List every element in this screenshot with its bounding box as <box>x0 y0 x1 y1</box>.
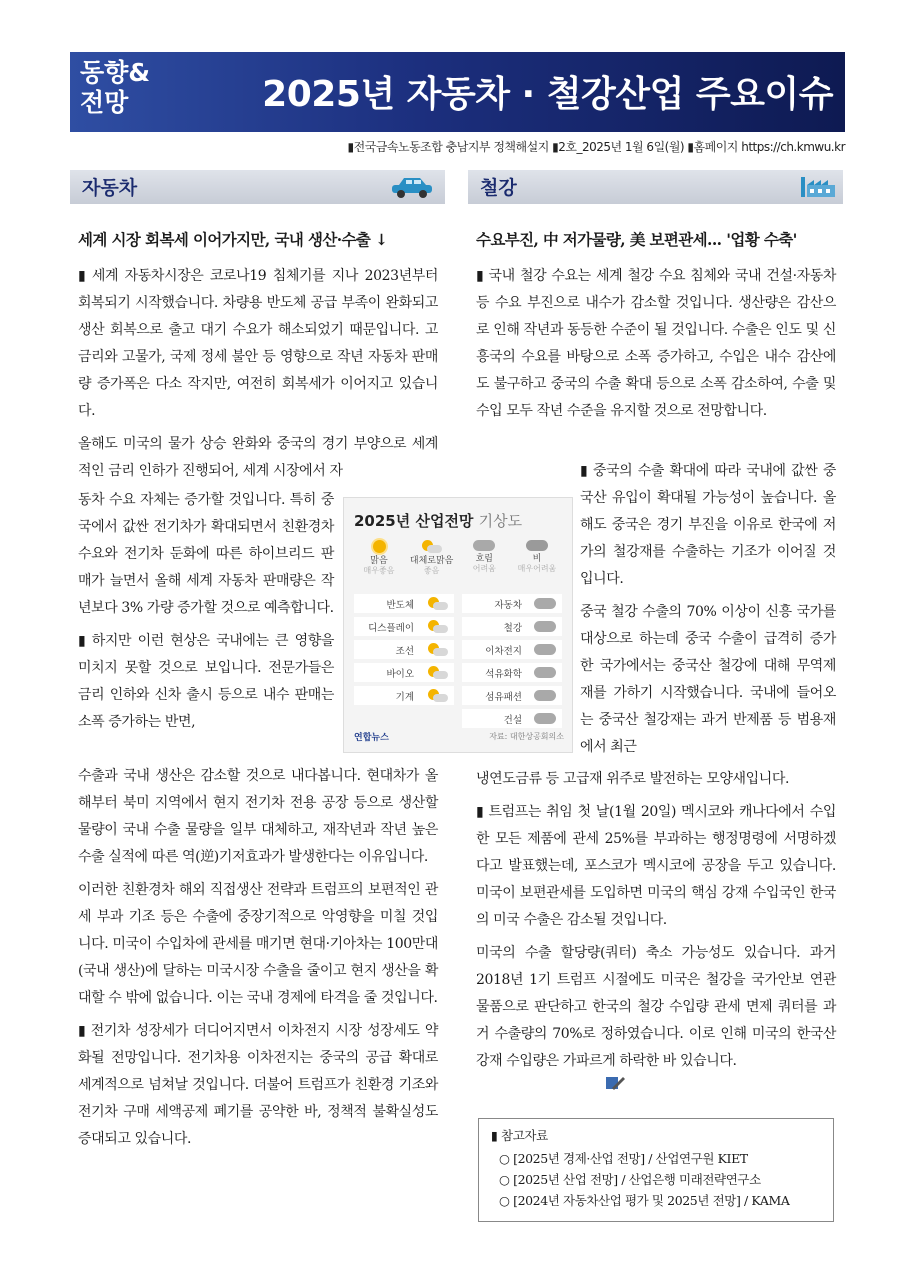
left-column-wrap <box>78 487 334 736</box>
left-column <box>78 226 438 485</box>
infographic-title <box>354 510 522 531</box>
steel-paragraph-2c: 냉연도금류 등 고급재 위주로 발전하는 모양새입니다. <box>476 771 790 787</box>
legend-sub: 어려움 <box>472 564 496 573</box>
steel-paragraph-2a: ▮ 중국의 수출 확대에 따라 국내에 값싼 중국산 유입이 확대될 가능성이 높습니다. 올해도 중국은 경기 부진을 이유로 한국에 저가의 철강재를 수출하는 기조가 이어질 것입니다. <box>580 463 836 587</box>
cloud-icon <box>534 690 556 701</box>
writing-icon <box>604 1074 626 1092</box>
sun-cloud-icon <box>428 689 448 702</box>
industry-name: 디스플레이 <box>368 622 414 634</box>
references-box <box>478 1118 834 1222</box>
section-title-steel: 철강 <box>480 177 517 199</box>
automobile-paragraph-5: ▮ 전기차 성장세가 더디어지면서 이차전지 시장 성장세도 약화될 전망입니다. 전기차용 이차전지는 중국의 공급 확대로 세계적으로 넘쳐날 것입니다. 더불어 트럼프가 친환경 기조와 전기차 구매 세액공제 폐기를 공약한 바, 정책적 불확실성도 증대되고 있습니다. <box>78 1023 438 1147</box>
automobile-paragraph-3a: ▮ 하지만 이런 현상은 국내에는 큰 영향을 미치지 못할 것으로 보입니다. 전문가들은 금리 인하와 신차 출시 등으로 내수 판매는 소폭 증가하는 반면, <box>78 633 334 730</box>
sun-cloud-icon <box>428 643 448 656</box>
legend-label: 대체로맑음 <box>409 556 454 566</box>
industry-name: 철강 <box>503 622 522 634</box>
industry-name: 반도체 <box>386 599 414 611</box>
industry-name: 바이오 <box>386 668 414 680</box>
rain-icon <box>526 540 548 551</box>
right-column <box>476 226 836 431</box>
industry-name: 이차전지 <box>485 645 522 657</box>
right-column-wrap <box>580 458 836 761</box>
sun-cloud-icon <box>428 620 448 633</box>
yonhap-logo: 연합뉴스 <box>354 733 389 743</box>
reference-item: ○ [2024년 자동차산업 평가 및 2025년 전망] / KAMA <box>499 1190 821 1211</box>
right-column-lower <box>476 766 836 1081</box>
steel-paragraph-3: ▮ 트럼프는 취임 첫 날(1월 20일) 멕시코와 캐나다에서 수입한 모든 제품에 관세 25%를 부과하는 행정명령에 서명하겠다고 발표했는데, 포스코가 멕시코에 공장을 두고 있습니다. 미국이 보편관세를 도입하면 미국의 핵심 강재 수입국인 한국의 미국 수출은 감소될 것입니다. <box>476 804 836 928</box>
industry-forecast-infographic <box>343 497 573 753</box>
cloud-icon <box>534 598 556 609</box>
legend-sub: 매우어려움 <box>517 564 557 573</box>
legend-label: 비 <box>532 554 542 564</box>
automobile-paragraph-3b: 수출과 국내 생산은 감소할 것으로 내다봅니다. 현대차가 올해부터 북미 지역에서 현지 전기차 전용 공장 등으로 생산할 물량이 국내 수출 물량을 일부 대체하고, 재작년과 작년 높은 수출 실적에 따른 역(逆)기저효과가 발생한다는 이유입니다. <box>78 768 438 865</box>
factory-icon <box>799 175 837 199</box>
automobile-headline: 세계 시장 회복세 이어가지만, 국내 생산·수출 ↓ <box>78 230 388 249</box>
industry-name: 섬유패션 <box>485 691 522 703</box>
industry-name: 건설 <box>503 714 522 726</box>
car-icon <box>389 175 435 199</box>
references-list <box>491 1148 821 1211</box>
cloud-icon <box>473 540 495 551</box>
weather-legend <box>354 540 562 582</box>
references-heading: ▮ 참고자료 <box>491 1128 548 1143</box>
cloud-icon <box>534 644 556 655</box>
header-tag: 동향&전망 <box>80 58 151 117</box>
infographic-source: 자료: 대한상공회의소 <box>489 732 564 741</box>
automobile-paragraph-2b: 동차 수요 자체는 증가할 것입니다. 특히 중국에서 값싼 전기차가 확대되면서 친환경차 수요와 전기차 둔화에 따른 하이브리드 판매가 늘면서 올해 세계 자동차 판매량은 작년보다 3% 가량 증가할 것으로 예측합니다. <box>78 492 334 616</box>
industry-name: 기계 <box>395 691 414 703</box>
automobile-paragraph-2a: 올해도 미국의 물가 상승 완화와 중국의 경기 부양으로 세계적인 금리 인하가 진행되어, 세계 시장에서 자 <box>78 436 438 479</box>
steel-paragraph-1: ▮ 국내 철강 수요는 세계 철강 수요 침체와 국내 건설·자동차 등 수요 부진으로 내수가 감소할 것입니다. 생산량은 감산으로 인해 작년과 동등한 수준이 될 것입니다. 수출은 인도 및 신흥국의 수요를 바탕으로 소폭 증가하고, 수입은 내수 감산에도 불구하고 중국의 수출 확대 등으로 소폭 감소하여, 수출 및 수입 모두 작년 수준을 유지할 것으로 전망합니다. <box>476 268 836 419</box>
legend-label: 흐림 <box>475 554 493 564</box>
steel-paragraph-2b: 중국 철강 수출의 70% 이상이 신흥 국가를 대상으로 하는데 중국 수출이 급격히 증가한 국가에서는 중국산 철강에 대해 무역제재를 가하기 시작했습니다. 국내에 들어오는 중국산 철강재는 과거 반제품 등 범용재에서 최근 <box>580 604 836 755</box>
steel-headline: 수요부진, 中 저가물량, 美 보편관세... '업황 수축' <box>476 230 797 249</box>
page-title: 2025년 자동차 · 철강산업 주요이슈 <box>262 74 833 115</box>
cloud-icon <box>534 667 556 678</box>
reference-item: ○ [2025년 산업 전망] / 산업은행 미래전략연구소 <box>499 1169 821 1190</box>
steel-paragraph-4: 미국의 수출 할당량(쿼터) 축소 가능성도 있습니다. 과거 2018년 1기 트럼프 시절에도 미국은 철강을 국가안보 연관 물품으로 판단하고 한국의 철강 수입량 관세 면제 쿼터를 과거 수출량의 70%로 정하였습니다. 이로 인해 미국의 한국산 강재 수입량은 가파르게 하락한 바 있습니다. <box>476 945 836 1069</box>
sun-icon <box>373 540 386 553</box>
industry-name: 석유화학 <box>485 668 522 680</box>
publication-info: ▮전국금속노동조합 충남지부 정책해설지 ▮2호_2025년 1월 6일(월) ▮홈페이지 https://ch.kmwu.kr <box>347 140 845 154</box>
section-title-automobile: 자동차 <box>82 177 138 199</box>
legend-label: 맑음 <box>370 556 388 566</box>
industry-name: 자동차 <box>494 599 522 611</box>
sun-cloud-icon <box>428 666 448 679</box>
legend-item <box>354 540 404 582</box>
infographic-title-suffix: 기상도 <box>478 512 523 530</box>
legend-sub: 매우좋음 <box>363 566 395 575</box>
left-column-lower <box>78 763 438 1159</box>
section-bar-automobile <box>70 170 445 204</box>
sun-cloud-icon <box>428 597 448 610</box>
forecast-rows <box>354 594 562 732</box>
legend-item <box>407 540 457 582</box>
reference-item: ○ [2025년 경제·산업 전망] / 산업연구원 KIET <box>499 1148 821 1169</box>
sun-cloud-icon <box>422 540 442 553</box>
header-banner <box>70 52 845 132</box>
legend-item <box>512 540 562 582</box>
legend-sub: 좋음 <box>423 566 440 575</box>
cloud-icon <box>534 713 556 724</box>
cloud-icon <box>534 621 556 632</box>
section-bar-steel <box>468 170 843 204</box>
automobile-paragraph-1: ▮ 세계 자동차시장은 코로나19 침체기를 지나 2023년부터 회복되기 시작했습니다. 차량용 반도체 공급 부족이 완화되고 생산 회복으로 출고 대기 수요가 해소되었기 때문입니다. 고금리와 고물가, 국제 정세 불안 등 영향으로 작년 자동차 판매량 증가폭은 다소 작지만, 여전히 회복세가 이어지고 있습니다. <box>78 268 438 419</box>
infographic-title-main: 2025년 산업전망 <box>354 512 474 530</box>
legend-item <box>459 540 509 582</box>
industry-name: 조선 <box>395 645 414 657</box>
automobile-paragraph-4: 이러한 친환경차 해외 직접생산 전략과 트럼프의 보편적인 관세 부과 기조 등은 수출에 중장기적으로 악영향을 미칠 것입니다. 미국이 수입차에 관세를 매기면 현대·기아차는 100만대(국내 생산)에 달하는 미국시장 수출을 줄이고 현지 생산을 확대할 수 밖에 없습니다. 이는 국내 경제에 타격을 줄 것입니다. <box>78 882 438 1006</box>
